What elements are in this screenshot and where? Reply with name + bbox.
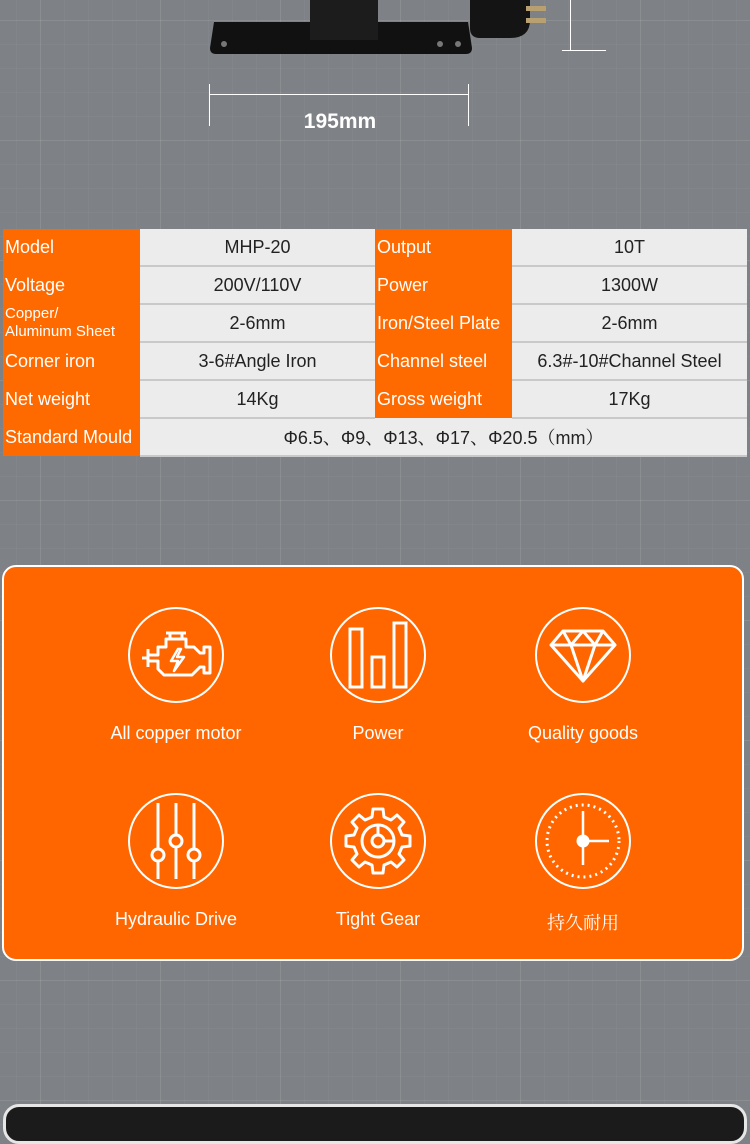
spec-value: 14Kg [140, 380, 375, 418]
plug-image [470, 0, 550, 40]
feature-item [483, 607, 683, 744]
spec-label: Corner iron [3, 342, 140, 380]
feature-label: Tight Gear [335, 909, 421, 929]
spec-label: Gross weight [375, 380, 512, 418]
feature-icon-ring [128, 607, 224, 703]
spec-value: 2-6mm [512, 304, 747, 342]
gear-icon [342, 805, 414, 877]
table-row [3, 342, 747, 380]
width-dimension-line [210, 94, 468, 95]
spec-label: Net weight [3, 380, 140, 418]
spec-label-line: Copper/ [5, 305, 59, 322]
spec-label-line: Aluminum Sheet [5, 323, 116, 340]
feature-icon-ring [330, 793, 426, 889]
feature-item [278, 607, 478, 744]
bars-icon [346, 619, 410, 691]
spec-value: 10T [512, 229, 747, 266]
feature-item [278, 793, 478, 930]
feature-item [483, 793, 683, 935]
feature-item [76, 793, 276, 930]
width-dimension-tick-right [468, 84, 469, 126]
table-row [3, 418, 747, 456]
spec-label: Output [375, 229, 512, 266]
spec-value: 1300W [512, 266, 747, 304]
feature-label: Hydraulic Drive [114, 909, 238, 929]
spec-value: MHP-20 [140, 229, 375, 266]
features-panel [2, 565, 744, 961]
product-base-image [210, 0, 472, 55]
spec-label: Voltage [3, 266, 140, 304]
spec-value: Φ6.5、Φ9、Φ13、Φ17、Φ20.5（mm） [140, 418, 747, 456]
feature-icon-ring [128, 793, 224, 889]
spec-table [3, 229, 747, 457]
feature-icon-ring [535, 793, 631, 889]
spec-label: Iron/Steel Plate [375, 304, 512, 342]
feature-item [76, 607, 276, 744]
height-dimension-tick [562, 50, 606, 51]
table-row [3, 304, 747, 342]
spec-value: 2-6mm [140, 304, 375, 342]
bottom-panel [3, 1104, 747, 1144]
spec-label: Model [3, 229, 140, 266]
feature-label: All copper motor [110, 723, 242, 743]
spec-value: 3-6#Angle Iron [140, 342, 375, 380]
spec-value: 200V/110V [140, 266, 375, 304]
table-row [3, 229, 747, 266]
feature-label: Quality goods [527, 723, 639, 743]
width-dimension-label: 195mm [303, 110, 377, 133]
feature-icon-ring [330, 607, 426, 703]
sliders-icon [148, 799, 204, 883]
spec-label: Standard Mould [3, 418, 140, 456]
spec-value: 6.3#-10#Channel Steel [512, 342, 747, 380]
feature-label: 持久耐用 [547, 913, 619, 933]
diamond-icon [549, 627, 617, 683]
feature-label: Power [352, 723, 404, 743]
feature-icon-ring [535, 607, 631, 703]
clock-icon [541, 799, 625, 883]
table-row [3, 266, 747, 304]
width-dimension-tick-left [209, 84, 210, 126]
table-row [3, 380, 747, 418]
engine-icon [138, 625, 214, 685]
spec-value: 17Kg [512, 380, 747, 418]
spec-label [3, 304, 140, 342]
height-dimension-line [570, 0, 571, 50]
spec-label: Channel steel [375, 342, 512, 380]
spec-label: Power [375, 266, 512, 304]
